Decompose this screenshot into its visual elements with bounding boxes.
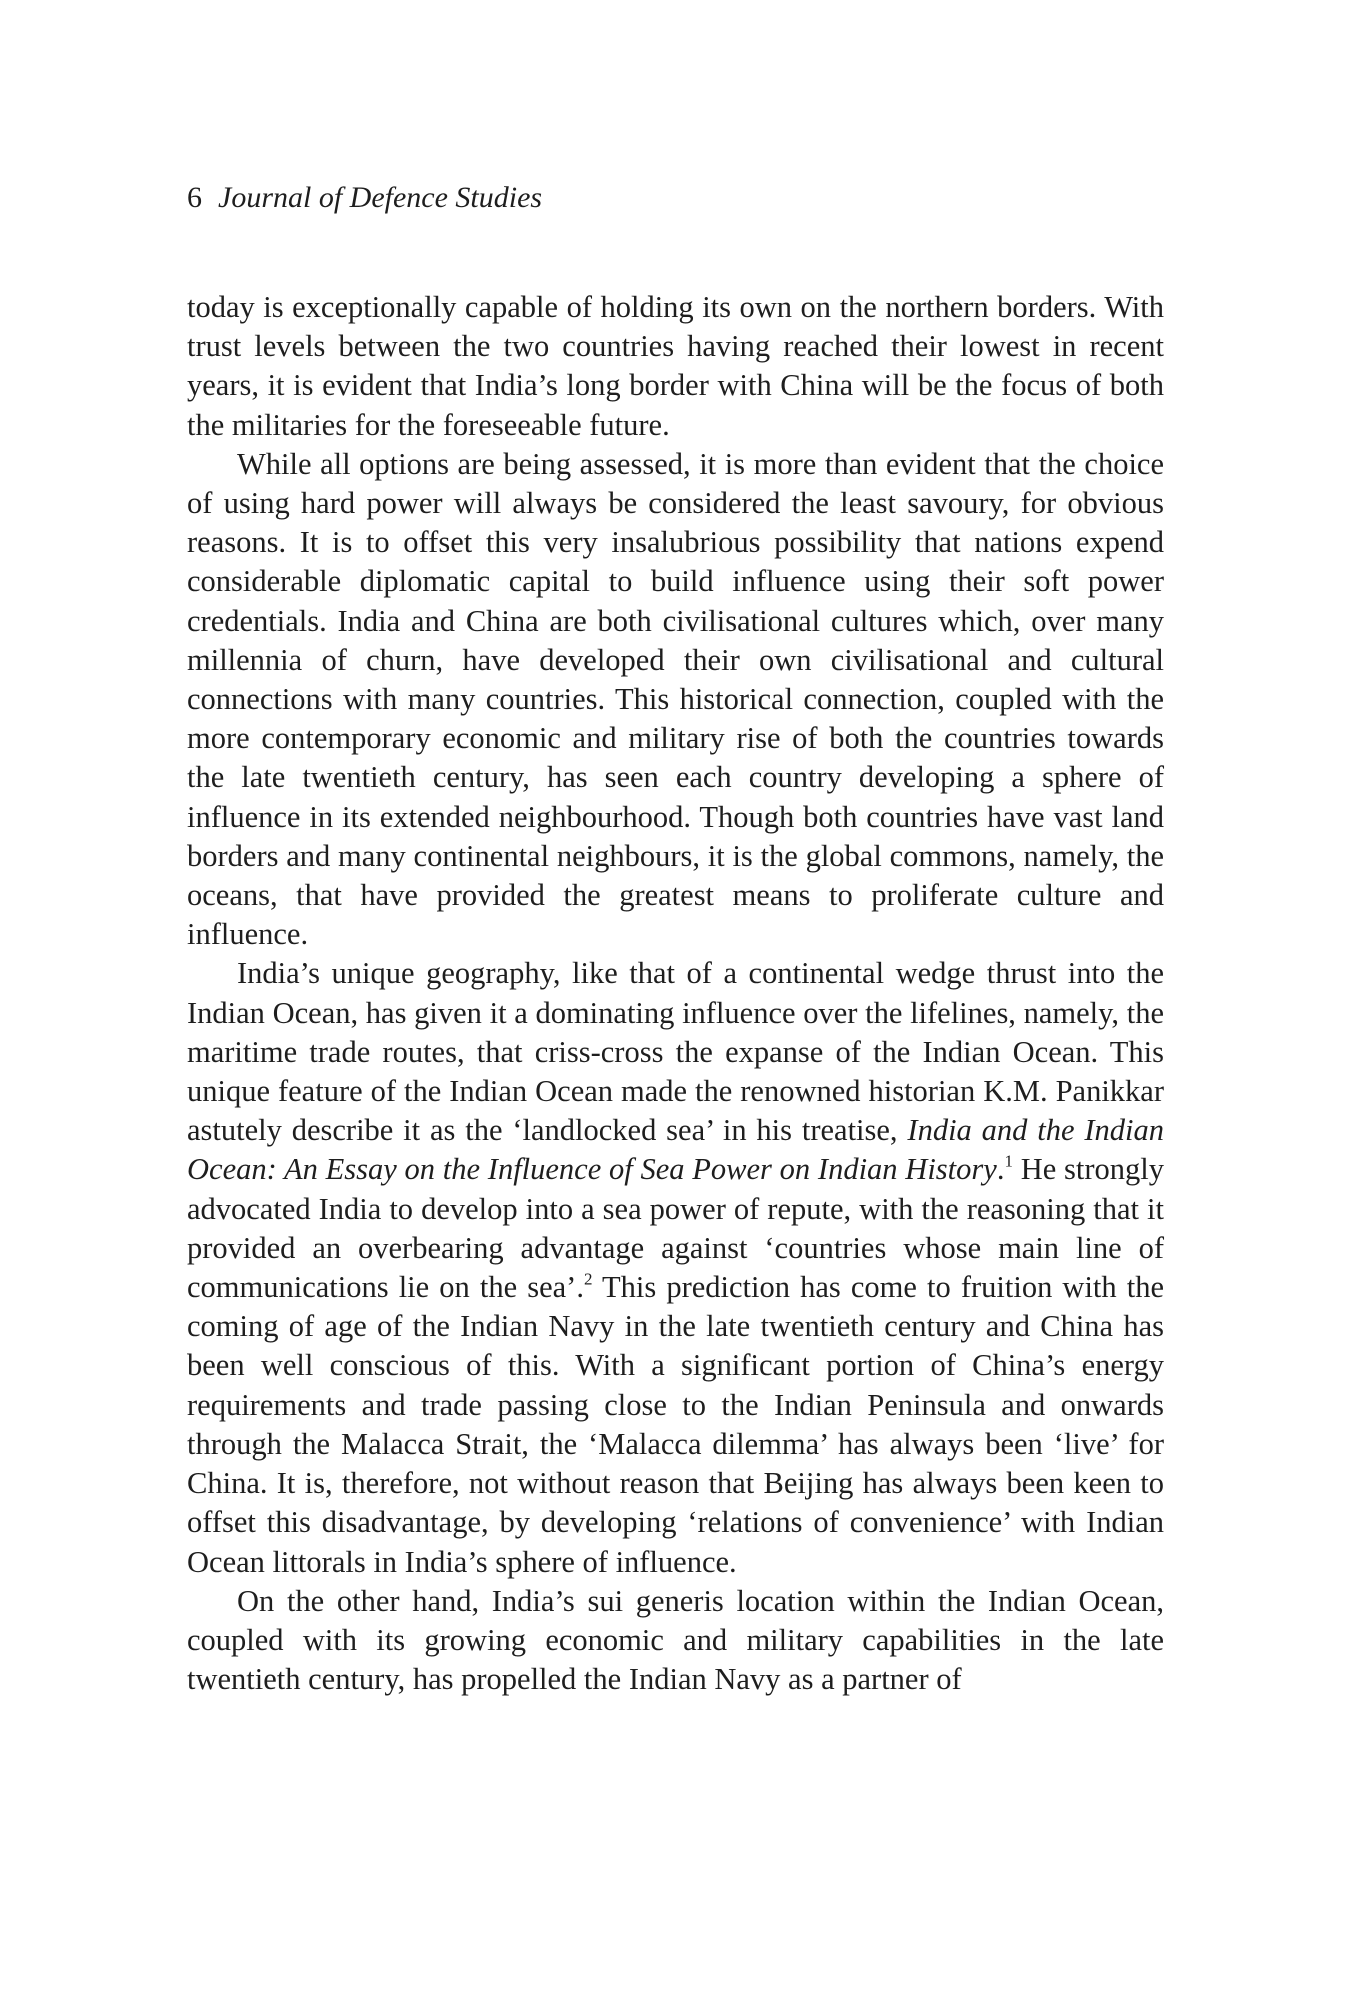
running-head xyxy=(187,176,542,220)
paragraph-soft-power: While all options are being assessed, it is more than evident that the choice of using hard power will always be considered the least savoury, for obvious reasons. It is to offset this very insalubrious possibility that nations expend considerable diplomatic capital to build influence using their soft power credentials. India and China are both civilisational cultures which, over many millennia of churn, have developed their own civilisational and cultural connections with many countries. This historical connection, coupled with the more contemporary economic and military rise of both the countries towards the late twentieth century, has seen each country developing a sphere of influence in its extended neighbourhood. Though both countries have vast land borders and many continental neighbours, it is the global commons, namely, the oceans, that have provided the greatest means to proliferate culture and influence. xyxy=(187,446,1164,952)
paragraph-indian-ocean xyxy=(187,954,1164,1581)
paragraph-text: He strongly advocated India to develop into a sea power of repute, with the reasoning that it provided an overbearing advantage against ‘countries whose main line of communications lie on the sea’. xyxy=(187,1152,1164,1305)
paragraph-text: This prediction has come to fruition with the coming of age of the Indian Navy in the late twentieth century and China has been well conscious of this. With a significant portion of China’s energy requirements and trade passing close to the Indian Peninsula and onwards through the Malacca Strait, the ‘Malacca dilemma’ has always been ‘live’ for China. It is, therefore, not without reason that Beijing has always been keen to offset this disadvantage, by developing ‘relations of convenience’ with Indian Ocean littorals in India’s sphere of influence. xyxy=(187,1270,1165,1579)
footnote-marker: 1 xyxy=(1004,1151,1013,1171)
article-body xyxy=(187,288,1164,1699)
paragraph-text: . xyxy=(996,1152,1005,1187)
paragraph-sui-generis: On the other hand, India’s sui generis location within the Indian Ocean, coupled with its growing economic and military capabilities in the late twentieth century, has propelled the Indian Navy as a partner of xyxy=(187,1583,1164,1697)
page-number: 6 xyxy=(187,181,202,214)
paragraph-continued: today is exceptionally capable of holding its own on the northern borders. With trust levels between the two countries having reached their lowest in recent years, it is evident that India’s long border with China will be the focus of both the militaries for the foreseeable future. xyxy=(187,290,1164,442)
book-title: India and the Indian Ocean: An Essay on the Influence of Sea Power on Indian History xyxy=(187,1113,1164,1187)
footnote-marker: 2 xyxy=(583,1269,593,1289)
paragraph-text: India’s unique geography, like that of a continental wedge thrust into the Indian Ocean, has given it a dominating influence over the lifelines, namely, the maritime trade routes, that criss-cross the expanse of the Indian Ocean. This unique feature of the Indian Ocean made the renowned historian K.M. Panikkar astutely describe it as the ‘landlocked sea’ in his treatise, xyxy=(187,956,1164,1148)
journal-title: Journal of Defence Studies xyxy=(218,181,543,214)
